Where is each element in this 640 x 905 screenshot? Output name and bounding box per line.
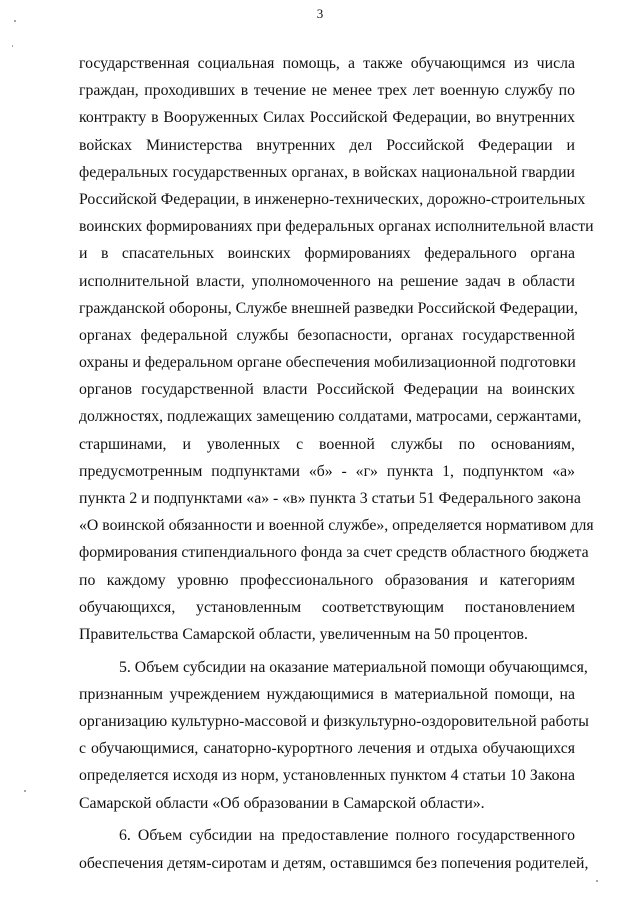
- text-line: пункта 2 и подпунктами «а» - «в» пункта 3 статьи 51 Федерального закона: [79, 490, 581, 507]
- scan-speck: [12, 45, 13, 47]
- text-line: Самарской области «Об образовании в Самарской области».: [79, 794, 485, 812]
- paragraph: [79, 822, 589, 876]
- page-number: 3: [316, 6, 324, 21]
- text-line: Правительства Самарской области, увеличенным на 50 процентов.: [79, 625, 528, 643]
- text-line: «О воинской обязанности и военной службе», определяется нормативом для: [79, 517, 594, 535]
- text-line: воинских формированиях при федеральных органах исполнительной власти: [79, 218, 594, 236]
- text-line: гражданской обороны, Службе внешней разведки Российской Федерации,: [79, 299, 578, 317]
- text-line: органах федеральной службы безопасности, органах государственной: [79, 326, 575, 344]
- text-line: обеспечения детям-сиротам и детям, оставшимся без попечения родителей,: [79, 854, 589, 872]
- text-line: исполнительной власти, уполномоченного на решение задач в области: [79, 272, 575, 290]
- text-line: 5. Объем субсидии на оказание материальной помощи обучающимся,: [119, 658, 588, 676]
- text-line: обучающихся, установленным соответствующим постановлением: [79, 598, 575, 616]
- text-line: организацию культурно-массовой и физкультурно-оздоровительной работы: [79, 713, 589, 731]
- scan-speck: [24, 790, 26, 792]
- scan-speck: [14, 20, 16, 22]
- text-line: контракту в Вооруженных Силах Российской Федерации, во внутренних: [79, 109, 575, 127]
- text-line: по каждому уровню профессионального образования и категориям: [79, 571, 575, 589]
- scan-speck: [596, 880, 598, 882]
- text-line: с обучающимися, санаторно-курортного лечения и отдыха обучающихся: [79, 740, 575, 758]
- text-line: должностях, подлежащих замещению солдатами, матросами, сержантами,: [79, 408, 582, 426]
- text-line: старшинами, и уволенных с военной службы по основаниям,: [79, 435, 575, 453]
- paragraph: [79, 654, 589, 817]
- text-line: граждан, проходивших в течение не менее трех лет военную службу по: [79, 82, 575, 100]
- text-line: войсках Министерства внутренних дел Российской Федерации и: [79, 136, 575, 154]
- text-line: 6. Объем субсидии на предоставление полного государственного: [119, 827, 575, 845]
- text-line: определяется исходя из норм, установленных пунктом 4 статьи 10 Закона: [79, 767, 575, 785]
- document-body: [79, 50, 594, 877]
- text-line: Российской Федерации, в инженерно-технических, дорожно-строительных: [79, 190, 586, 208]
- text-line: охраны и федеральном органе обеспечения мобилизационной подготовки: [79, 354, 576, 372]
- text-line: и в спасательных воинских формированиях федерального органа: [79, 245, 575, 263]
- text-line: предусмотренным подпунктами «б» - «г» пункта 1, подпунктом «а»: [79, 462, 575, 480]
- text-line: государственная социальная помощь, а также обучающимся из числа: [79, 55, 575, 72]
- text-line: федеральных государственных органах, в войсках национальной гвардии: [79, 163, 575, 181]
- text-line: признанным учреждением нуждающимися в материальной помощи, на: [79, 685, 575, 703]
- paragraph: [79, 50, 594, 648]
- text-line: органов государственной власти Российской Федерации на воинских: [79, 381, 575, 399]
- text-line: формирования стипендиального фонда за счет средств областного бюджета: [79, 544, 589, 562]
